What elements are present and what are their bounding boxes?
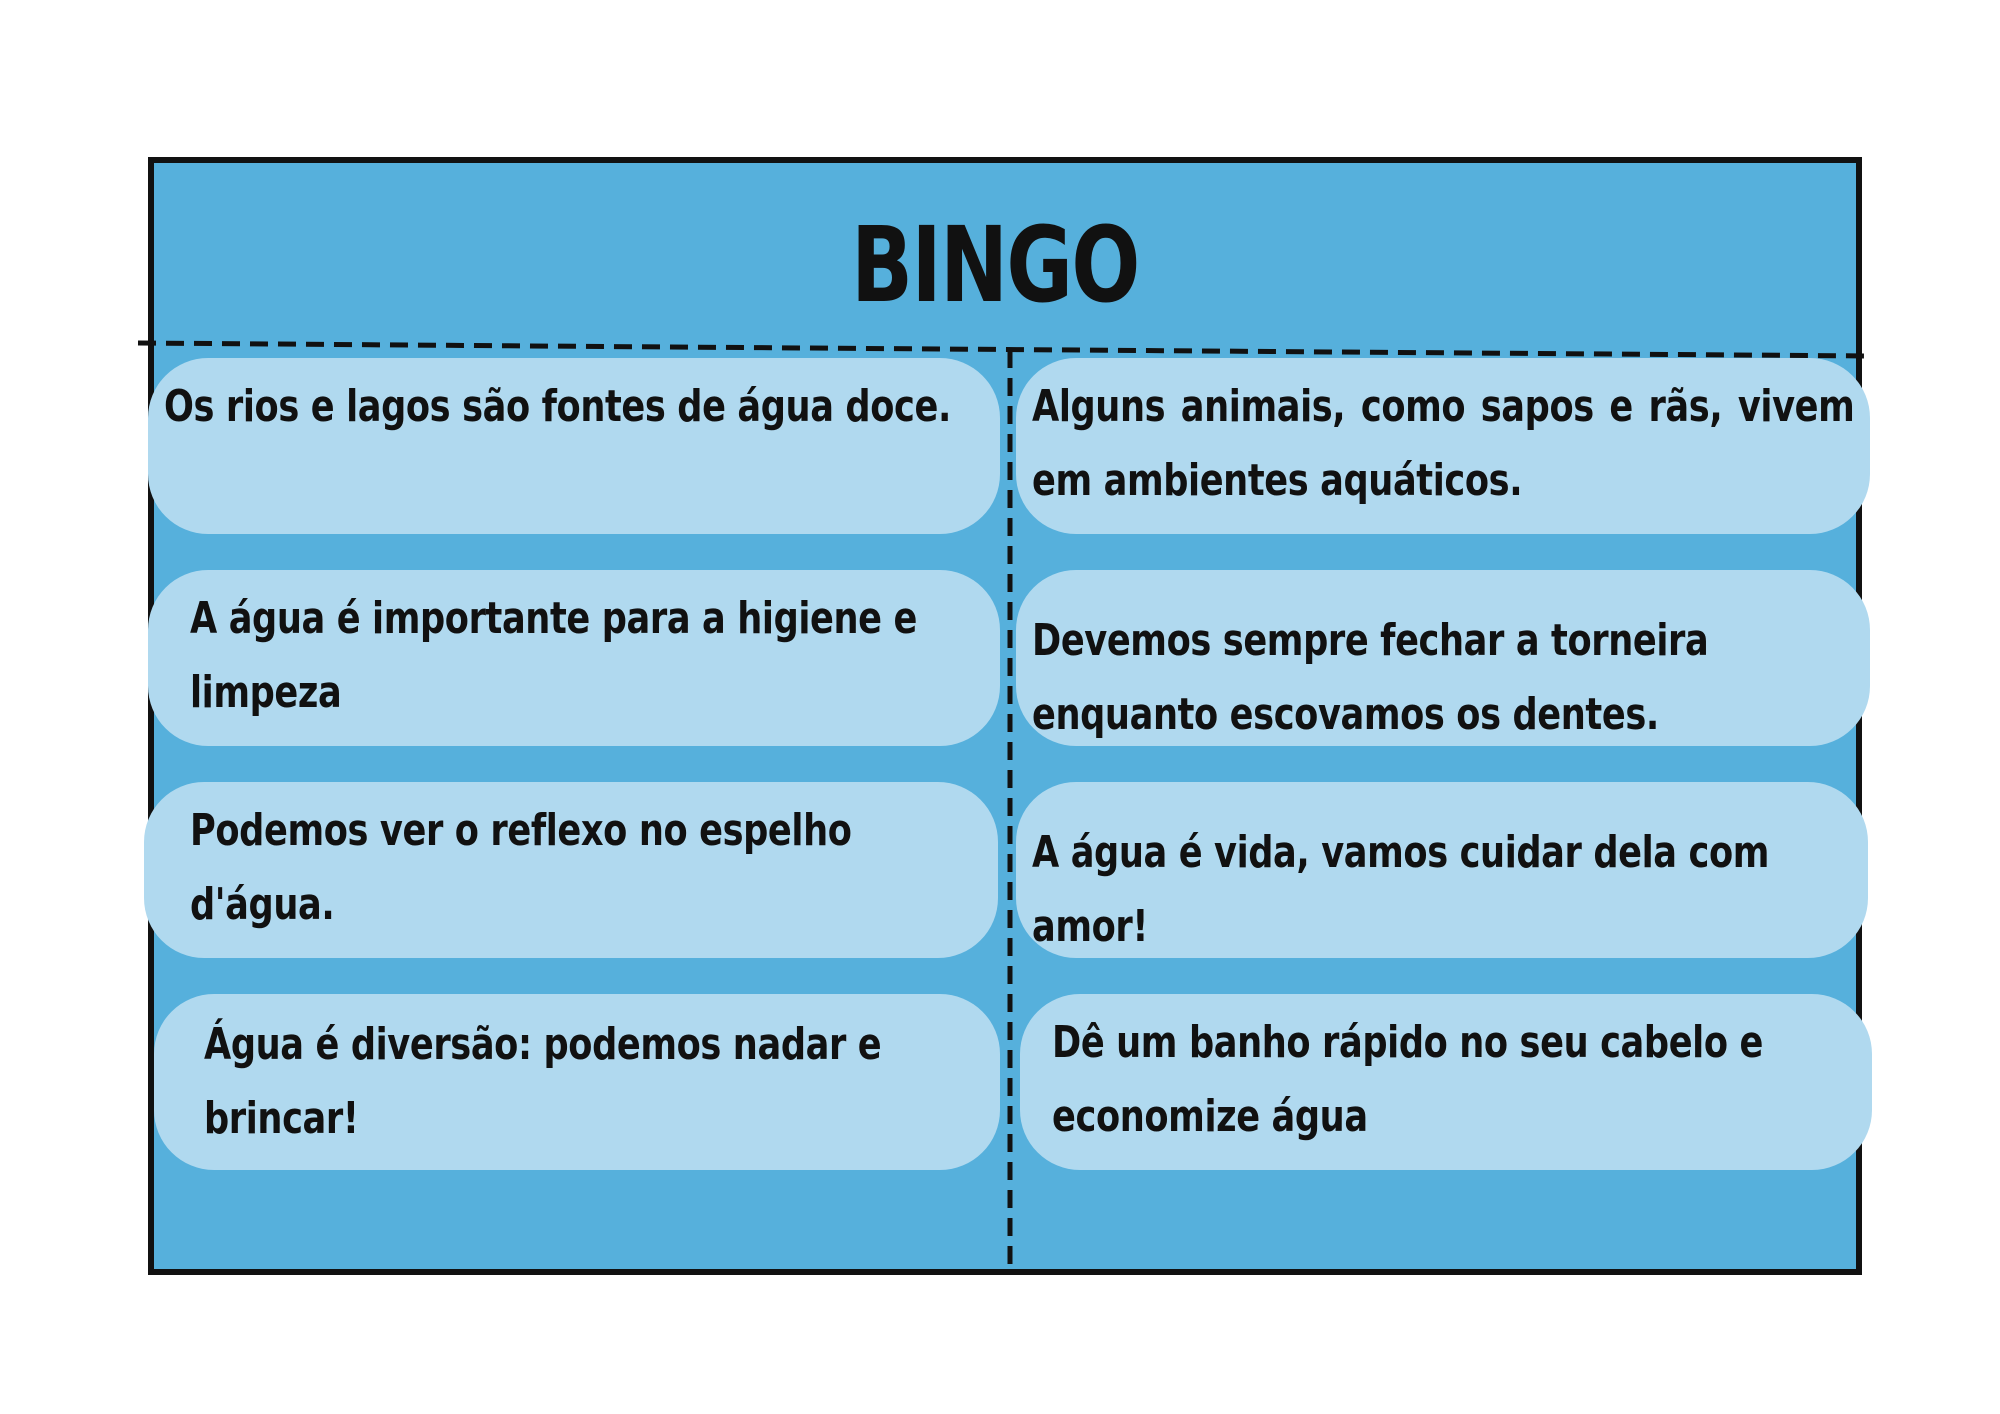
bingo-cell-5[interactable] <box>144 782 998 958</box>
bingo-cell-1[interactable] <box>148 358 1000 534</box>
bingo-cell-2[interactable] <box>1016 358 1870 534</box>
bingo-cell-6-text: A água é vida, vamos cuidar dela com amor! <box>1032 827 1770 952</box>
bingo-cell-7-text: Água é diversão: podemos nadar e brincar! <box>204 1019 882 1144</box>
bingo-cell-6[interactable] <box>1016 782 1868 958</box>
bingo-cell-8[interactable] <box>1020 994 1872 1170</box>
bingo-cell-5-text: Podemos ver o reflexo no espelho d'água. <box>190 805 852 930</box>
bingo-cell-4-text: Devemos sempre fechar a torneira enquanto escovamos os dentes. <box>1032 615 1709 740</box>
bingo-cell-8-text: Dê um banho rápido no seu cabelo e economize água <box>1052 1017 1763 1142</box>
bingo-cell-3[interactable] <box>148 570 1000 746</box>
bingo-cell-1-text: Os rios e lagos são fontes de água doce. <box>164 381 951 432</box>
bingo-cell-7[interactable] <box>154 994 1000 1170</box>
bingo-cell-4[interactable] <box>1016 570 1870 746</box>
bingo-title: BINGO <box>851 204 1139 326</box>
bingo-cell-3-text: A água é importante para a higiene e limpeza <box>190 593 917 718</box>
bingo-cell-2-text: Alguns animais, como sapos e rãs, vivem em ambientes aquáticos. <box>1032 381 1855 506</box>
